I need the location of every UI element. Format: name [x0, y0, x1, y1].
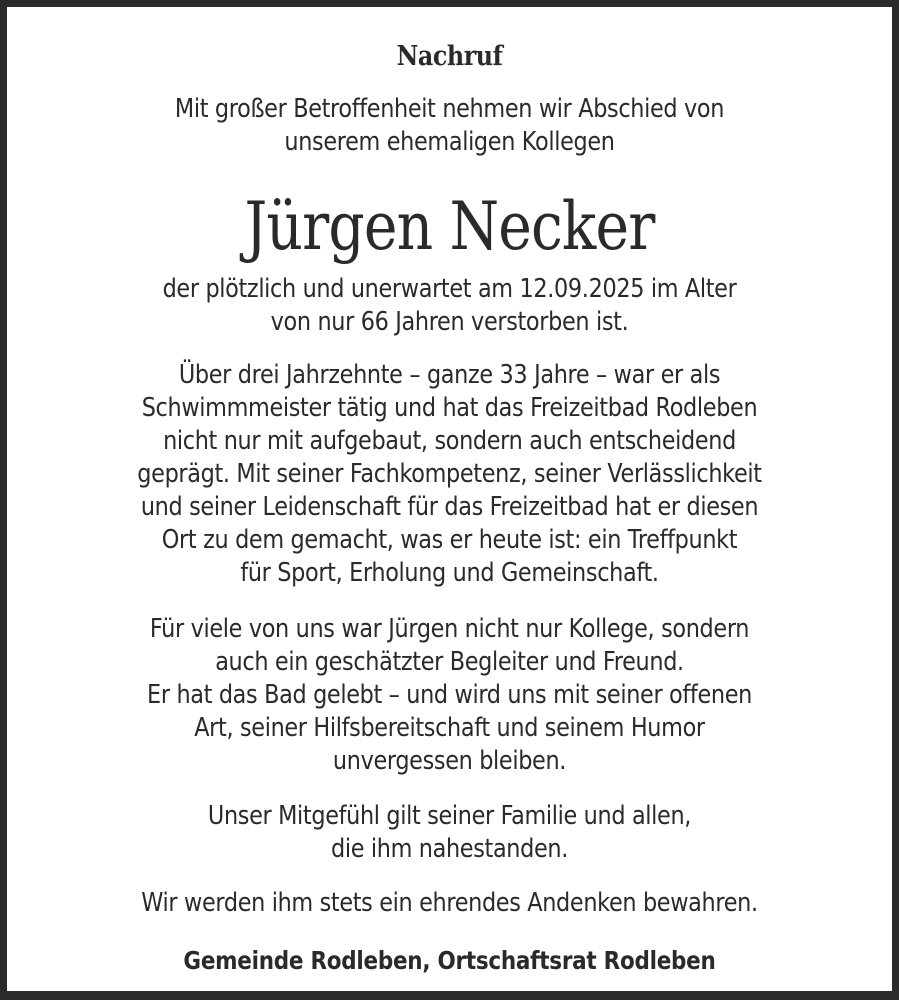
career-line: und seiner Leidenschaft für das Freizeitbad hat er diesen [140, 492, 759, 522]
personal-line: Für viele von uns war Jürgen nicht nur Kollege, sondern [149, 614, 750, 644]
intro-text [7, 93, 892, 159]
career-line: für Sport, Erholung und Gemeinschaft. [240, 558, 659, 588]
personal-paragraph [7, 613, 892, 778]
obituary-notice [7, 7, 892, 991]
death-info-line: von nur 66 Jahren verstorben ist. [270, 307, 629, 337]
closing-paragraph [7, 887, 892, 920]
deceased-name: Jürgen Necker [244, 188, 655, 265]
career-paragraph [7, 359, 892, 590]
career-line: Ort zu dem gemacht, was er heute ist: ein Treffpunkt [161, 525, 738, 555]
career-line: geprägt. Mit seiner Fachkompetenz, seiner Verlässlichkeit [137, 459, 762, 489]
career-line: Schwimmmeister tätig und hat das Freizeitbad Rodleben [141, 393, 758, 423]
death-info [7, 273, 892, 339]
personal-line: Er hat das Bad gelebt – und wird uns mit seiner offenen [147, 680, 752, 710]
condolence-paragraph [7, 800, 892, 866]
notice-heading: Nachruf [396, 41, 503, 72]
death-info-line: der plötzlich und unerwartet am 12.09.2025 im Alter [162, 274, 737, 304]
condolence-line: die ihm nahestanden. [330, 834, 568, 864]
personal-line: unvergessen bleiben. [332, 746, 567, 776]
closing-line: Wir werden ihm stets ein ehrendes Andenken bewahren. [141, 888, 758, 918]
personal-line: Art, seiner Hilfsbereitschaft und seinem Humor [194, 713, 705, 743]
signature: Gemeinde Rodleben, Ortschaftsrat Rodleben [183, 946, 716, 975]
career-line: nicht nur mit aufgebaut, sondern auch entscheidend [163, 426, 736, 456]
career-line: Über drei Jahrzehnte – ganze 33 Jahre – war er als [178, 360, 721, 390]
intro-line: unserem ehemaligen Kollegen [284, 127, 615, 157]
condolence-line: Unser Mitgefühl gilt seiner Familie und allen, [207, 801, 692, 831]
personal-line: auch ein geschätzter Begleiter und Freund. [215, 647, 684, 677]
intro-line: Mit großer Betroffenheit nehmen wir Abschied von [174, 94, 725, 124]
